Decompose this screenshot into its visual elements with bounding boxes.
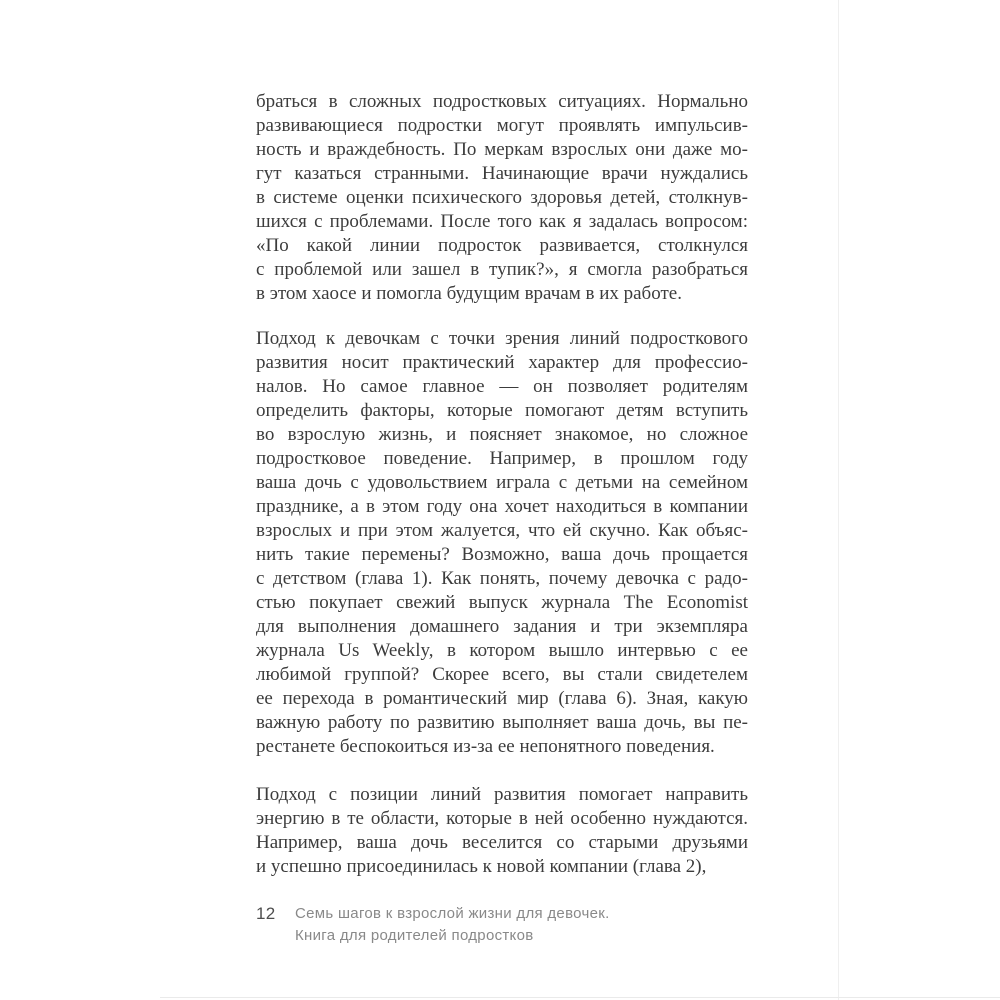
paragraph bbox=[256, 90, 748, 306]
page-text bbox=[256, 90, 748, 879]
text-line: энергию в те области, которые в ней особенно нуждаются. bbox=[256, 808, 748, 829]
running-title-line-1: Семь шагов к взрослой жизни для девочек. bbox=[295, 905, 610, 922]
running-title-line-2: Книга для родителей подростков bbox=[295, 927, 534, 944]
text-line: Например, ваша дочь веселится со старыми друзьями bbox=[256, 832, 748, 853]
text-line: налов. Но самое главное — он позволяет родителям bbox=[256, 376, 748, 397]
text-line: журнала Us Weekly, в котором вышло интервью с ее bbox=[256, 640, 748, 661]
text-line: во взрослую жизнь, и поясняет знакомое, но сложное bbox=[256, 424, 748, 445]
text-line: развивающиеся подростки могут проявлять импульсив- bbox=[256, 115, 748, 136]
text-line: ность и враждебность. По меркам взрослых они даже мо- bbox=[256, 139, 748, 160]
text-line: Подход с позиции линий развития помогает направить bbox=[256, 784, 748, 805]
page-number: 12 bbox=[256, 904, 276, 923]
text-line: в системе оценки психического здоровья детей, столкнув- bbox=[256, 187, 748, 208]
text-line: нить такие перемены? Возможно, ваша дочь прощается bbox=[256, 544, 748, 565]
paragraph bbox=[256, 327, 748, 759]
text-line: развития носит практический характер для профессио- bbox=[256, 352, 748, 373]
text-line: гут казаться странными. Начинающие врачи нуждались bbox=[256, 163, 748, 184]
text-line: определить факторы, которые помогают детям вступить bbox=[256, 400, 748, 421]
text-line: стью покупает свежий выпуск журнала The Economist bbox=[256, 592, 748, 613]
text-line: ее перехода в романтический мир (глава 6). Зная, какую bbox=[256, 688, 748, 709]
text-line: с детством (глава 1). Как понять, почему девочка с радо- bbox=[256, 568, 748, 589]
text-line: шихся с проблемами. После того как я задалась вопросом: bbox=[256, 211, 748, 232]
text-line: и успешно присоединилась к новой компании (глава 2), bbox=[256, 856, 707, 877]
page-edge-vertical-line bbox=[838, 0, 839, 1000]
text-line: для выполнения домашнего задания и три экземпляра bbox=[256, 616, 748, 637]
text-line: празднике, а в этом году она хочет находиться в компании bbox=[256, 496, 748, 517]
text-line: Подход к девочкам с точки зрения линий подросткового bbox=[256, 328, 748, 349]
page-footer bbox=[256, 903, 610, 947]
text-line: с проблемой или зашел в тупик?», я смогла разобраться bbox=[256, 259, 748, 280]
text-line: в этом хаосе и помогла будущим врачам в их работе. bbox=[256, 283, 682, 304]
text-line: ваша дочь с удовольствием играла с детьми на семейном bbox=[256, 472, 748, 493]
paragraph bbox=[256, 783, 748, 879]
text-line: важную работу по развитию выполняет ваша дочь, вы пе- bbox=[256, 712, 748, 733]
text-line: взрослых и при этом жалуется, что ей скучно. Как объяс- bbox=[256, 520, 748, 541]
text-line: любимой группой? Скорее всего, вы стали свидетелем bbox=[256, 664, 748, 685]
page-edge-bottom-line bbox=[160, 997, 1000, 998]
text-line: браться в сложных подростковых ситуациях. Нормально bbox=[256, 91, 748, 112]
running-title bbox=[295, 903, 610, 947]
text-line: «По какой линии подросток развивается, столкнулся bbox=[256, 235, 748, 256]
text-line: рестанете беспокоиться из-за ее непонятного поведения. bbox=[256, 736, 715, 757]
text-line: подростковое поведение. Например, в прошлом году bbox=[256, 448, 748, 469]
